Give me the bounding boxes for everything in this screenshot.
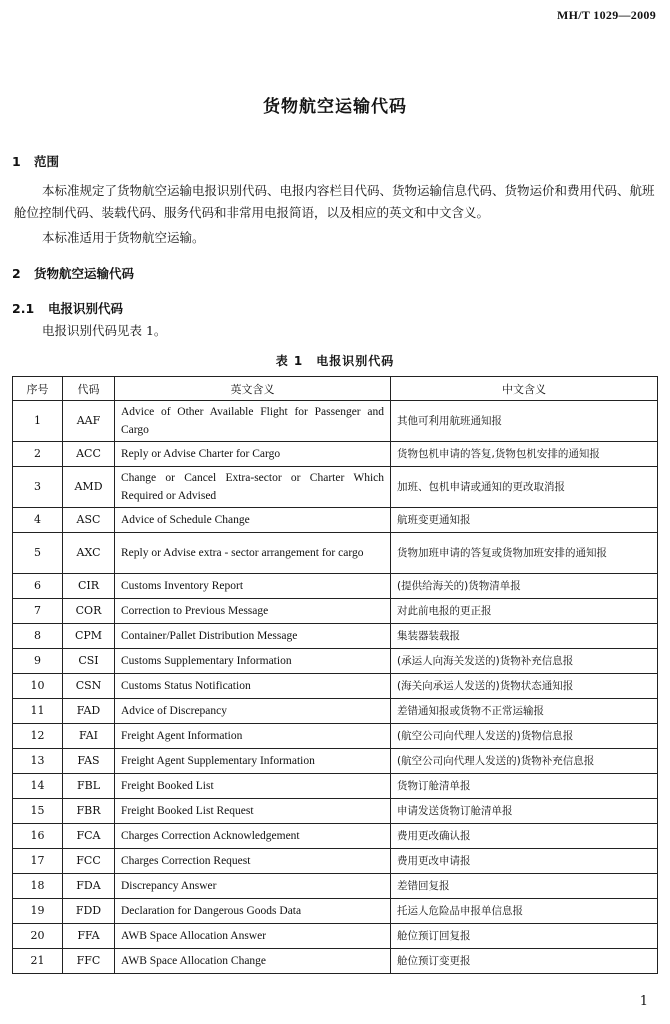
row-english: Reply or Advise extra - sector arrangement for cargo	[115, 533, 391, 574]
table-row	[13, 508, 658, 533]
row-chinese: 舱位预订变更报	[391, 949, 658, 974]
row-code: CIR	[63, 574, 115, 599]
row-chinese: (航空公司向代理人发送的)货物补充信息报	[391, 749, 658, 774]
section-2-1-intro: 电报识别代码见表 1。	[42, 323, 167, 338]
row-code: FBR	[63, 799, 115, 824]
table-row	[13, 699, 658, 724]
table-row	[13, 442, 658, 467]
row-number: 20	[13, 924, 63, 949]
row-number: 3	[13, 467, 63, 508]
section-2-1-heading	[12, 299, 123, 317]
row-number: 18	[13, 874, 63, 899]
row-chinese: 费用更改确认报	[391, 824, 658, 849]
row-code: FCA	[63, 824, 115, 849]
row-chinese: 舱位预订回复报	[391, 924, 658, 949]
row-chinese: 航班变更通知报	[391, 508, 658, 533]
row-code: FAI	[63, 724, 115, 749]
table-row	[13, 824, 658, 849]
row-number: 4	[13, 508, 63, 533]
row-english: Container/Pallet Distribution Message	[115, 624, 391, 649]
section-1-title: 范围	[34, 154, 60, 169]
row-code: COR	[63, 599, 115, 624]
row-english: Freight Booked List Request	[115, 799, 391, 824]
row-chinese: 货物加班申请的答复或货物加班安排的通知报	[391, 533, 658, 574]
row-number: 11	[13, 699, 63, 724]
row-chinese: 差错通知报或货物不正常运输报	[391, 699, 658, 724]
row-chinese: 货物订舱清单报	[391, 774, 658, 799]
row-code: CPM	[63, 624, 115, 649]
standard-code: MH/T 1029—2009	[557, 8, 656, 22]
row-code: FBL	[63, 774, 115, 799]
row-code: AMD	[63, 467, 115, 508]
row-english: Customs Supplementary Information	[115, 649, 391, 674]
row-english: Freight Agent Supplementary Information	[115, 749, 391, 774]
row-number: 16	[13, 824, 63, 849]
table-row	[13, 574, 658, 599]
row-chinese: 集装器装载报	[391, 624, 658, 649]
table-row	[13, 401, 658, 442]
section-2-1-title: 电报识别代码	[48, 301, 124, 316]
row-english: Declaration for Dangerous Goods Data	[115, 899, 391, 924]
section-1-heading	[12, 152, 59, 170]
header-english: 英文含义	[115, 377, 391, 401]
document-title: 货物航空运输代码	[263, 97, 407, 117]
table-row	[13, 874, 658, 899]
row-english: Correction to Previous Message	[115, 599, 391, 624]
table-row	[13, 749, 658, 774]
row-code: FDD	[63, 899, 115, 924]
row-number: 5	[13, 533, 63, 574]
row-english: Discrepancy Answer	[115, 874, 391, 899]
table-row	[13, 849, 658, 874]
row-chinese: (承运人向海关发送的)货物补充信息报	[391, 649, 658, 674]
row-code: ACC	[63, 442, 115, 467]
row-code: FFA	[63, 924, 115, 949]
row-english: AWB Space Allocation Answer	[115, 924, 391, 949]
row-code: FAS	[63, 749, 115, 774]
row-number: 12	[13, 724, 63, 749]
row-chinese: (航空公司向代理人发送的)货物信息报	[391, 724, 658, 749]
row-code: ASC	[63, 508, 115, 533]
table-row	[13, 924, 658, 949]
row-number: 19	[13, 899, 63, 924]
table-header-row	[13, 377, 658, 401]
row-number: 9	[13, 649, 63, 674]
row-number: 2	[13, 442, 63, 467]
table-row	[13, 724, 658, 749]
section-1-number: 1	[12, 154, 21, 169]
row-number: 21	[13, 949, 63, 974]
row-number: 1	[13, 401, 63, 442]
table-row	[13, 599, 658, 624]
table-row	[13, 899, 658, 924]
row-code: CSN	[63, 674, 115, 699]
row-number: 6	[13, 574, 63, 599]
header-no: 序号	[13, 377, 63, 401]
row-chinese: 托运人危险品申报单信息报	[391, 899, 658, 924]
row-number: 8	[13, 624, 63, 649]
section-2-heading	[12, 264, 134, 282]
row-english: Freight Booked List	[115, 774, 391, 799]
row-chinese: 差错回复报	[391, 874, 658, 899]
row-number: 14	[13, 774, 63, 799]
table-caption: 表 1 电报识别代码	[275, 354, 395, 368]
row-english: Advice of Schedule Change	[115, 508, 391, 533]
row-code: FAD	[63, 699, 115, 724]
row-number: 7	[13, 599, 63, 624]
row-english: Advice of Other Available Flight for Passenger and Cargo	[115, 401, 391, 442]
section-1-paragraph-2: 本标准适用于货物航空运输。	[42, 230, 205, 245]
table-row	[13, 774, 658, 799]
row-number: 17	[13, 849, 63, 874]
row-english: Reply or Advise Charter for Cargo	[115, 442, 391, 467]
row-chinese: (提供给海关的)货物清单报	[391, 574, 658, 599]
header-code: 代码	[63, 377, 115, 401]
table-row	[13, 624, 658, 649]
row-chinese: 其他可利用航班通知报	[391, 401, 658, 442]
section-2-title: 货物航空运输代码	[34, 266, 135, 281]
row-english: Charges Correction Acknowledgement	[115, 824, 391, 849]
table-row	[13, 799, 658, 824]
table-row	[13, 533, 658, 574]
row-chinese: 费用更改申请报	[391, 849, 658, 874]
row-code: FDA	[63, 874, 115, 899]
row-english: AWB Space Allocation Change	[115, 949, 391, 974]
row-number: 10	[13, 674, 63, 699]
section-2-1-number: 2.1	[12, 301, 35, 316]
section-2-number: 2	[12, 266, 21, 281]
header-chinese: 中文含义	[391, 377, 658, 401]
row-chinese: 对此前电报的更正报	[391, 599, 658, 624]
table-row	[13, 949, 658, 974]
row-chinese: (海关向承运人发送的)货物状态通知报	[391, 674, 658, 699]
row-english: Customs Inventory Report	[115, 574, 391, 599]
row-code: FFC	[63, 949, 115, 974]
row-code: FCC	[63, 849, 115, 874]
row-english: Freight Agent Information	[115, 724, 391, 749]
row-english: Charges Correction Request	[115, 849, 391, 874]
row-english: Advice of Discrepancy	[115, 699, 391, 724]
row-code: AAF	[63, 401, 115, 442]
row-code: CSI	[63, 649, 115, 674]
row-code: AXC	[63, 533, 115, 574]
table-row	[13, 674, 658, 699]
section-1-paragraph-1: 本标准规定了货物航空运输电报识别代码、电报内容栏目代码、货物运输信息代码、货物运价和费用代码、航班舱位控制代码、装载代码、服务代码和非常用电报简语，以及相应的英文和中文含义。	[14, 183, 655, 220]
row-number: 13	[13, 749, 63, 774]
page-number: 1	[639, 994, 648, 1009]
message-code-table	[12, 376, 658, 974]
row-chinese: 加班、包机申请或通知的更改取消报	[391, 467, 658, 508]
table-body	[13, 401, 658, 974]
row-chinese: 货物包机申请的答复,货物包机安排的通知报	[391, 442, 658, 467]
row-english: Customs Status Notification	[115, 674, 391, 699]
row-english: Change or Cancel Extra-sector or Charter Which Required or Advised	[115, 467, 391, 508]
row-chinese: 申请发送货物订舱清单报	[391, 799, 658, 824]
table-row	[13, 467, 658, 508]
table-row	[13, 649, 658, 674]
row-number: 15	[13, 799, 63, 824]
